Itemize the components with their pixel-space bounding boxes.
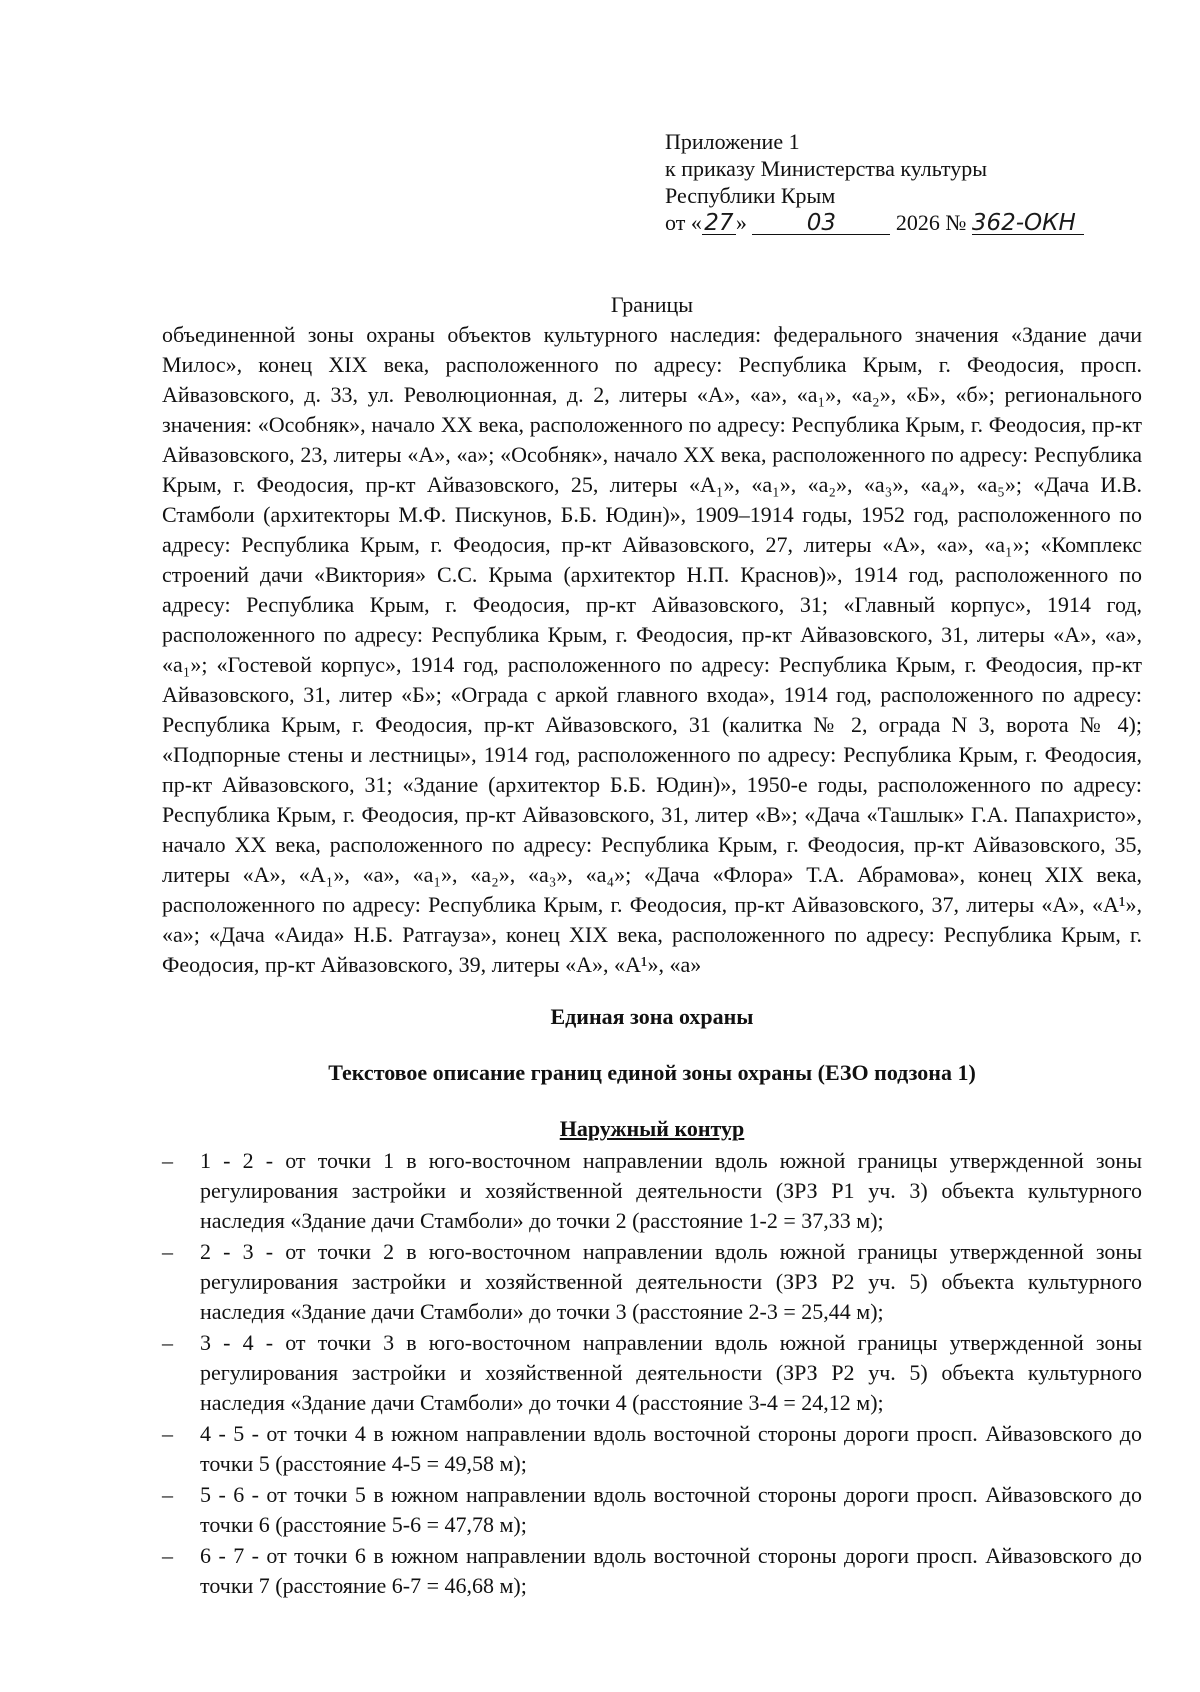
list-item [162,1237,1142,1327]
handwritten-month: 03 [752,212,890,235]
date-year-number-label: 2026 № [895,210,967,235]
contour-heading: Наружный контур [559,1116,745,1141]
list-item-text: 4 - 5 - от точки 4 в южном направлении вдоль восточной стороны дороги просп. Айвазовского до точки 5 (расстояние 4-5 = 49,58 м); [200,1421,1142,1476]
appendix-header [665,128,1145,236]
list-dash: – [162,1543,173,1568]
list-item [162,1146,1142,1236]
list-item-text: 6 - 7 - от точки 6 в южном направлении вдоль восточной стороны дороги просп. Айвазовского до точки 7 (расстояние 6-7 = 46,68 м); [200,1543,1142,1598]
title-body: объединенной зоны охраны объектов культурного наследия: федерального значения «Здание дачи Милос», конец XIX века, расположенного по адресу: Республика Крым, г. Феодосия, просп. Айвазовского, д. 33, ул. Революционная, д. 2, литеры «А», «а», «а₁», «а₂», «Б», «б»; регионального значения: «Особняк», начало XX века, расположенного по адресу: Республика Крым, г. Феодосия, пр-кт Айвазовского, 23, литеры «А», «а»; «Особняк», начало XX века, расположенного по адресу: Республика Крым, г. Феодосия, пр-кт Айвазовского, 25, литеры «А₁», «а₁», «а₂», «а₃», «а₄», «а₅»; «Дача И.В. Стамболи (архитекторы М.Ф. Пискунов, Б.Б. Юдин)», 1909–1914 годы, 1952 год, расположенного по адресу: Республика Крым, г. Феодосия, пр-кт Айвазовского, 27, литеры «А», «а», «а₁»; «Комплекс строений дачи «Виктория» С.С. Крыма (архитектор Н.П. Краснов)», 1914 год, расположенного по адресу: Республика Крым, г. Феодосия, пр-кт Айвазовского, 31; «Главный корпус», 1914 год, расположенного по адресу: Республика Крым, г. Феодосия, пр-кт Айвазовского, 31, литеры «А», «а», «а₁»; «Гостевой корпус», 1914 год, расположенного по адресу: Республика Крым, г. Феодосия, пр-кт Айвазовского, 31, литер «Б»; «Ограда с аркой главного входа», 1914 год, расположенного по адресу: Республика Крым, г. Феодосия, пр-кт Айвазовского, 31 (калитка № 2, ограда N 3, ворота № 4); «Подпорные стены и лестницы», 1914 год, расположенного по адресу: Республика Крым, г. Феодосия, пр-кт Айвазовского, 31; «Здание (архитектор Б.Б. Юдин)», 1950-е годы, расположенного по адресу: Республика Крым, г. Феодосия, пр-кт Айвазовского, 31, литер «В»; «Дача «Ташлык» Г.А. Папахристо», начало XX века, расположенного по адресу: Республика Крым, г. Феодосия, пр-кт Айвазовского, 35, литеры «А», «А₁», «а», «а₁», «а₂», «а₃», «а₄»; «Дача «Флора» Т.А. Абрамова», конец XIX века, расположенного по адресу: Республика Крым, г. Феодосия, пр-кт Айвазовского, 37, литеры «А», «А¹», «а»; «Дача «Аида» Н.Б. Ратгауза», конец XIX века, расположенного по адресу: Республика Крым, г. Феодосия, пр-кт Айвазовского, 39, литеры «А», «А¹», «а» [162,322,1142,977]
list-item [162,1328,1142,1418]
order-date-line [665,209,1145,236]
list-item-text: 2 - 3 - от точки 2 в юго-восточном направлении вдоль южной границы утвержденной зоны регулирования застройки и хозяйственной деятельности (ЗРЗ Р2 уч. 5) объекта культурного наследия «Здание дачи Стамболи» до точки 3 (расстояние 2-3 = 25,44 м); [200,1239,1142,1324]
list-dash: – [162,1148,173,1173]
list-item-text: 5 - 6 - от точки 5 в южном направлении вдоль восточной стороны дороги просп. Айвазовского до точки 6 (расстояние 5-6 = 47,78 м); [200,1482,1142,1537]
order-reference: к приказу Министерства культуры [665,156,988,181]
list-dash: – [162,1421,173,1446]
description-heading: Текстовое описание границ единой зоны охраны (ЕЗО подзона 1) [328,1060,976,1085]
appendix-label: Приложение 1 [665,129,800,154]
boundary-segment-list [162,1146,1142,1602]
list-item-text: 1 - 2 - от точки 1 в юго-восточном направлении вдоль южной границы утвержденной зоны регулирования застройки и хозяйственной деятельности (ЗРЗ Р1 уч. 3) объекта культурного наследия «Здание дачи Стамболи» до точки 2 (расстояние 1-2 = 37,33 м); [200,1148,1142,1233]
list-dash: – [162,1239,173,1264]
list-item [162,1419,1142,1479]
zone-heading: Единая зона охраны [550,1004,754,1029]
list-item [162,1480,1142,1540]
handwritten-day: 27 [702,212,736,235]
title-heading: Границы [610,292,694,317]
issuer-name: Республики Крым [665,183,836,208]
date-day-close: » [735,210,747,235]
list-item [162,1541,1142,1601]
date-prefix: от « [665,210,702,235]
list-item-text: 3 - 4 - от точки 3 в юго-восточном направлении вдоль южной границы утвержденной зоны регулирования застройки и хозяйственной деятельности (ЗРЗ Р2 уч. 5) объекта культурного наследия «Здание дачи Стамболи» до точки 4 (расстояние 3-4 = 24,12 м); [200,1330,1142,1415]
list-dash: – [162,1330,173,1355]
handwritten-order-number: 362-ОКН [972,212,1084,235]
list-dash: – [162,1482,173,1507]
document-title [162,290,1142,980]
